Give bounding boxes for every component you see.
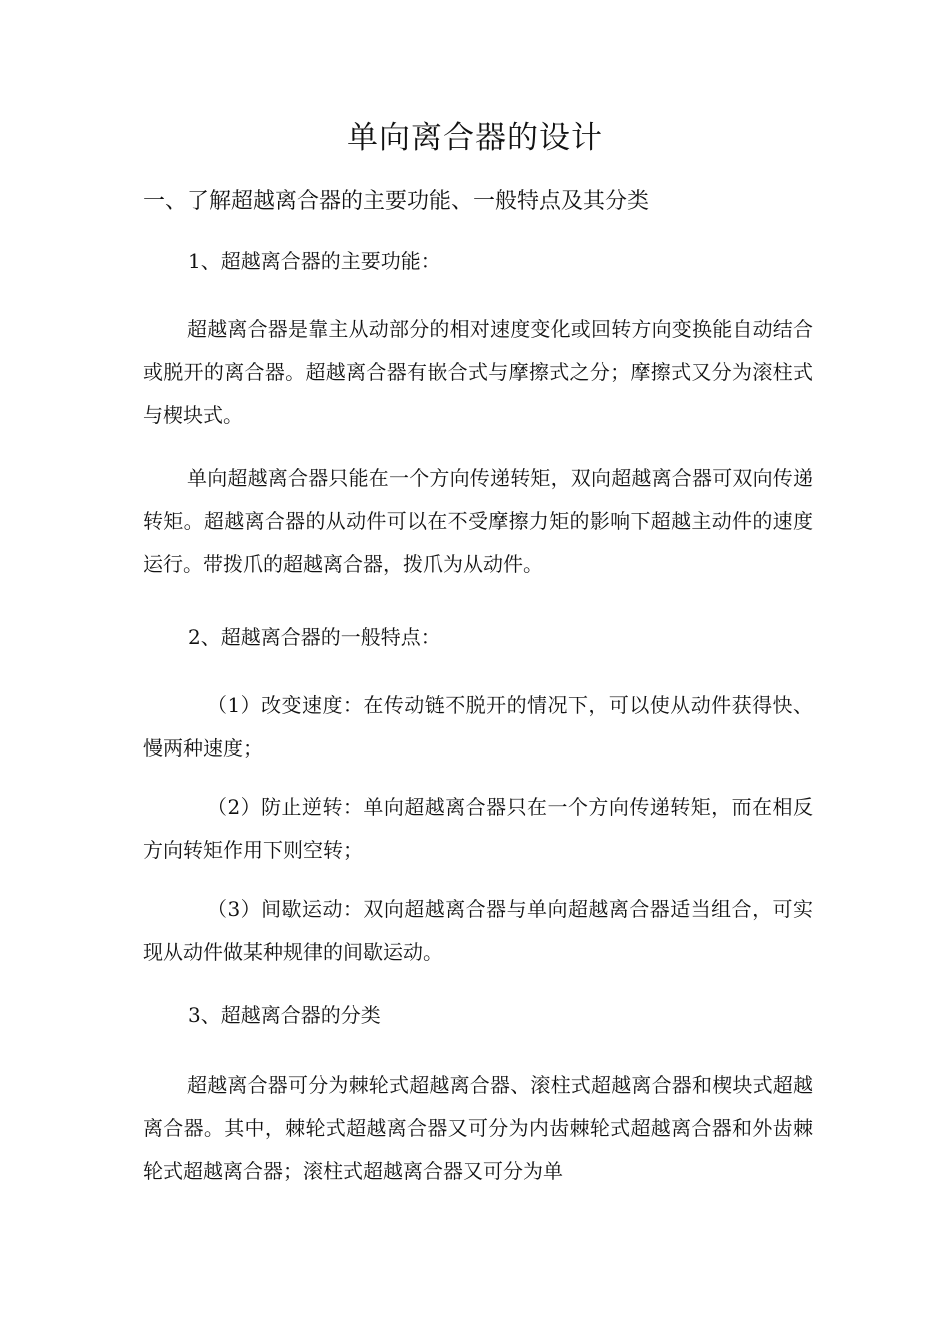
subsection-heading-features: 2、超越离合器的一般特点： [188,625,441,649]
feature-item-speed: （1）改变速度：在传动链不脱开的情况下，可以使从动件获得快、慢两种速度； [143,693,813,760]
subsection-heading-functions: 1、超越离合器的主要功能： [188,249,441,273]
subsection-heading-classification: 3、超越离合器的分类 [188,1003,381,1027]
paragraph-classification: 超越离合器可分为棘轮式超越离合器、滚柱式超越离合器和楔块式超越离合器。其中，棘轮式超越离合器又可分为内齿棘轮式超越离合器和外齿棘轮式超越离合器；滚柱式超越离合器又可分为单 [143,1073,813,1183]
feature-item-reverse: （2）防止逆转：单向超越离合器只在一个方向传递转矩，而在相反方向转矩作用下则空转； [143,795,813,862]
section-heading-1: 一、了解超越离合器的主要功能、一般特点及其分类 [143,189,650,214]
feature-item-intermittent: （3）间歇运动：双向超越离合器与单向超越离合器适当组合，可实现从动件做某种规律的间歇运动。 [143,897,813,964]
paragraph-functions-1: 超越离合器是靠主从动部分的相对速度变化或回转方向变换能自动结合或脱开的离合器。超越离合器有嵌合式与摩擦式之分；摩擦式又分为滚柱式与楔块式。 [143,317,813,427]
paragraph-functions-2: 单向超越离合器只能在一个方向传递转矩，双向超越离合器可双向传递转矩。超越离合器的从动件可以在不受摩擦力矩的影响下超越主动件的速度运行。带拨爪的超越离合器，拨爪为从动件。 [143,466,813,576]
document-title: 单向离合器的设计 [347,120,603,156]
